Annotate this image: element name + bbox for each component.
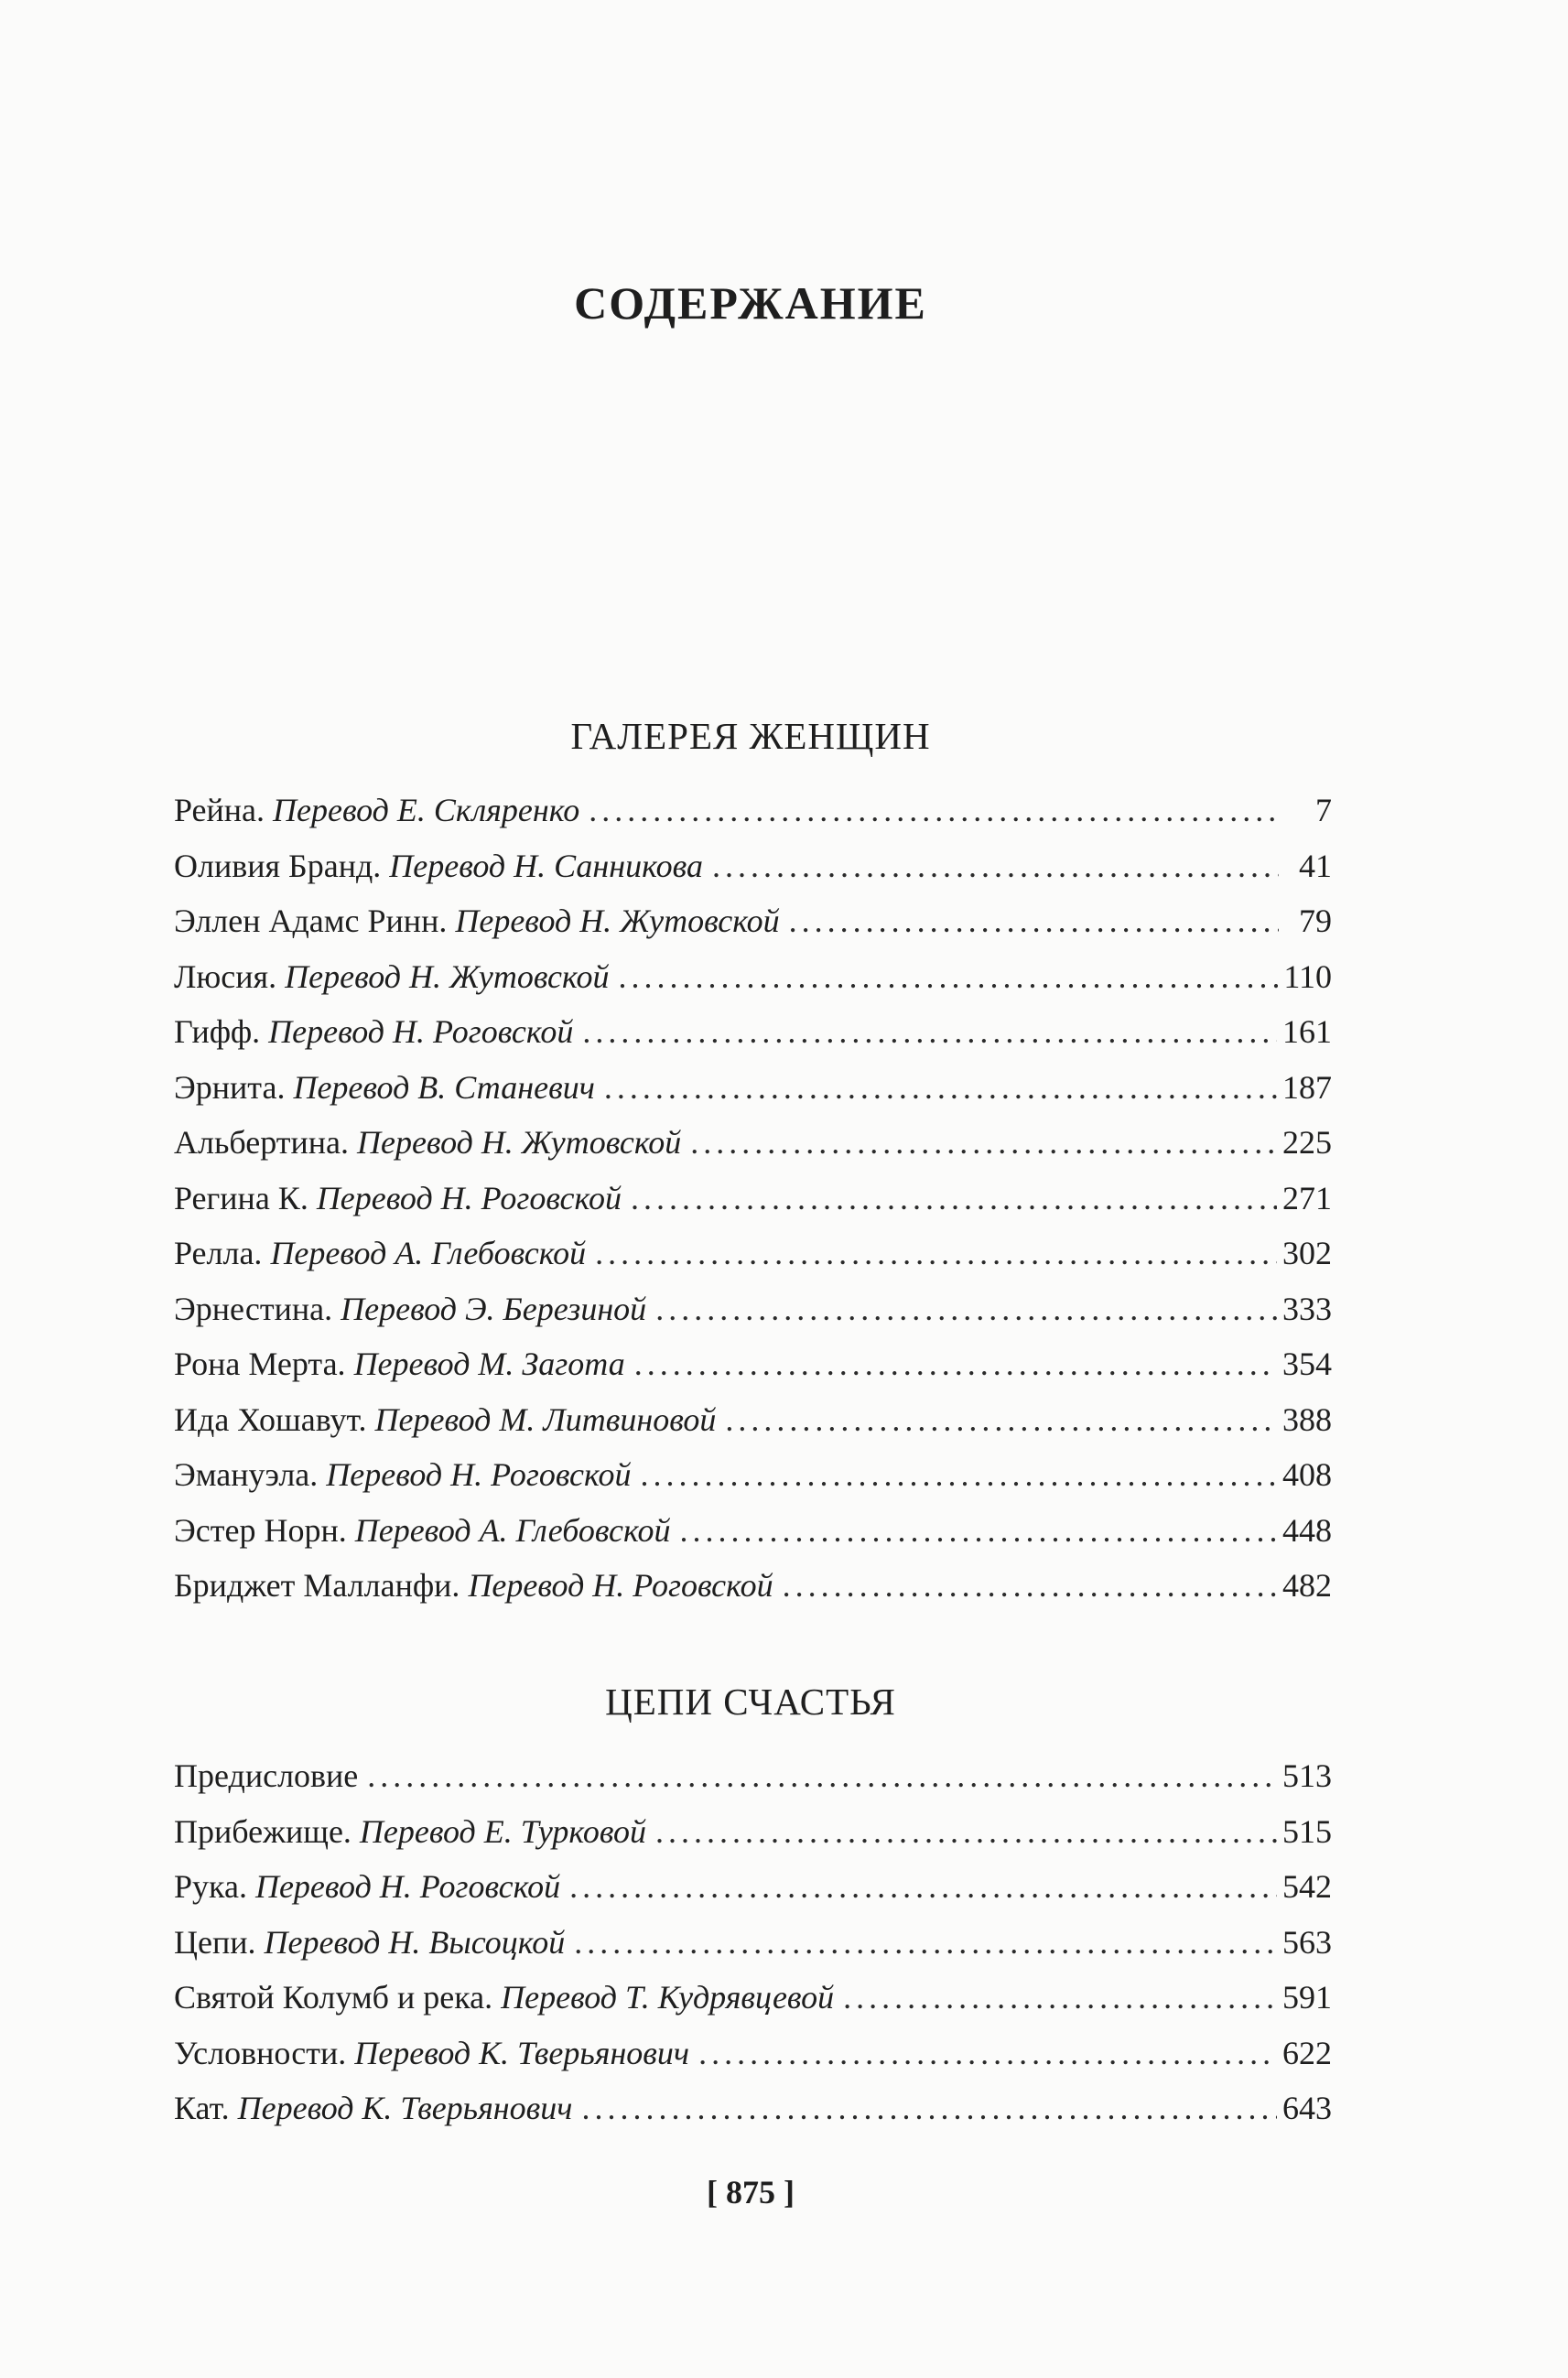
dot-leader <box>582 1004 1277 1060</box>
toc-entry[interactable] <box>174 1503 1332 1559</box>
dot-leader <box>634 1336 1277 1392</box>
entry-page-number: 482 <box>1282 1567 1332 1604</box>
entry-translator: Перевод Н. Роговской <box>326 1456 632 1493</box>
entry-page-number: 7 <box>1315 792 1332 828</box>
entry-page-number: 41 <box>1299 847 1332 884</box>
dot-leader <box>589 783 1279 838</box>
entry-title: Предисловие <box>174 1757 359 1794</box>
entry-page-number: 643 <box>1282 2090 1332 2126</box>
entry-translator: Перевод В. Станевич <box>293 1068 595 1106</box>
dot-leader <box>581 2081 1277 2136</box>
entry-translator: Перевод А. Глебовской <box>354 1511 671 1549</box>
toc-entry[interactable] <box>174 1004 1332 1060</box>
entry-title: Альбертина. <box>174 1124 349 1161</box>
entry-translator: Перевод Н. Роговской <box>254 1868 561 1905</box>
entry-page-number: 354 <box>1282 1346 1332 1382</box>
toc-entry[interactable] <box>174 1336 1332 1392</box>
toc-entry[interactable] <box>174 1970 1332 2026</box>
entry-page-number: 225 <box>1282 1124 1332 1161</box>
dot-leader <box>640 1447 1277 1503</box>
dot-leader <box>631 1171 1277 1227</box>
entry-translator: Перевод Е. Скляренко <box>273 792 580 828</box>
entry-page-number: 515 <box>1282 1812 1332 1850</box>
toc-list-gallery <box>174 783 1332 1614</box>
dot-leader <box>843 1970 1277 2026</box>
dot-leader <box>569 1859 1277 1915</box>
toc-entry[interactable] <box>174 1226 1332 1281</box>
dot-leader <box>655 1804 1277 1860</box>
entry-title: Рейна. <box>174 792 265 828</box>
entry-translator: Перевод К. Тверьянович <box>354 2034 690 2071</box>
toc-entry[interactable] <box>174 1804 1332 1860</box>
section-title-gallery: ГАЛЕРЕЯ ЖЕНЩИН <box>570 715 931 757</box>
entry-title: Люсия. <box>174 957 277 995</box>
dot-leader <box>574 1915 1277 1971</box>
page-title: СОДЕРЖАНИЕ <box>574 276 927 329</box>
toc-entry[interactable] <box>174 838 1332 894</box>
entry-translator: Перевод Н. Жутовской <box>356 1124 682 1161</box>
entry-title: Эрнестина. <box>174 1290 333 1327</box>
entry-title: Эстер Норн. <box>174 1511 347 1549</box>
entry-page-number: 271 <box>1282 1179 1332 1216</box>
entry-translator: Перевод Т. Кудрявцевой <box>501 1979 835 2016</box>
toc-entry[interactable] <box>174 1859 1332 1915</box>
entry-page-number: 542 <box>1282 1868 1332 1905</box>
toc-entry[interactable] <box>174 1171 1332 1227</box>
dot-leader <box>604 1060 1277 1116</box>
entry-title: Релла. <box>174 1235 263 1271</box>
entry-translator: Перевод М. Загота <box>353 1346 625 1382</box>
entry-translator: Перевод Н. Роговской <box>268 1013 574 1050</box>
dot-leader <box>655 1281 1277 1337</box>
entry-page-number: 408 <box>1282 1456 1332 1493</box>
dot-leader <box>783 1558 1277 1614</box>
dot-leader <box>712 838 1279 894</box>
toc-entry[interactable] <box>174 2081 1332 2136</box>
entry-title: Ида Хошавут. <box>174 1400 367 1438</box>
toc-entry[interactable] <box>174 783 1332 838</box>
entry-translator: Перевод Н. Высоцкой <box>264 1923 566 1961</box>
toc-entry[interactable] <box>174 893 1332 949</box>
entry-page-number: 161 <box>1282 1013 1332 1050</box>
entry-page-number: 302 <box>1282 1235 1332 1271</box>
entry-title: Условности. <box>174 2034 347 2071</box>
entry-page-number: 187 <box>1282 1068 1332 1106</box>
toc-list-chains <box>174 1748 1332 2136</box>
dot-leader <box>690 1115 1277 1171</box>
dot-leader <box>618 949 1278 1005</box>
toc-entry[interactable] <box>174 2026 1332 2081</box>
dot-leader <box>725 1392 1277 1448</box>
entry-translator: Перевод Н. Роговской <box>316 1179 622 1216</box>
entry-title: Кат. <box>174 2090 230 2126</box>
entry-title: Эллен Адамс Ринн. <box>174 903 448 939</box>
entry-title: Рука. <box>174 1868 247 1905</box>
section-title-chains: ЦЕПИ СЧАСТЬЯ <box>605 1681 896 1723</box>
entry-page-number: 79 <box>1299 903 1332 939</box>
entry-page-number: 333 <box>1282 1290 1332 1327</box>
entry-translator: Перевод А. Глебовской <box>270 1235 587 1271</box>
page-number: [ 875 ] <box>707 2174 795 2210</box>
toc-entry[interactable] <box>174 949 1332 1005</box>
entry-page-number: 591 <box>1282 1979 1332 2016</box>
dot-leader <box>595 1226 1277 1281</box>
entry-title: Прибежище. <box>174 1812 351 1850</box>
toc-entry[interactable] <box>174 1115 1332 1171</box>
toc-entry[interactable] <box>174 1281 1332 1337</box>
entry-page-number: 622 <box>1282 2034 1332 2071</box>
entry-title: Оливия Бранд. <box>174 847 382 884</box>
entry-page-number: 513 <box>1282 1757 1332 1794</box>
entry-translator: Перевод Н. Санникова <box>389 847 703 884</box>
toc-entry[interactable] <box>174 1060 1332 1116</box>
toc-entry[interactable] <box>174 1915 1332 1971</box>
dot-leader <box>789 893 1279 949</box>
entry-page-number: 563 <box>1282 1923 1332 1961</box>
entry-translator: Перевод Э. Березиной <box>341 1290 647 1327</box>
dot-leader <box>698 2026 1277 2081</box>
dot-leader <box>367 1748 1277 1804</box>
toc-entry[interactable] <box>174 1558 1332 1614</box>
entry-title: Бриджет Малланфи. <box>174 1567 460 1604</box>
toc-entry[interactable] <box>174 1447 1332 1503</box>
entry-title: Эрнита. <box>174 1068 286 1106</box>
entry-page-number: 110 <box>1283 957 1332 995</box>
entry-translator: Перевод Е. Турковой <box>359 1812 647 1850</box>
entry-title: Гифф. <box>174 1013 261 1050</box>
entry-title: Святой Колумб и река. <box>174 1979 493 2016</box>
entry-translator: Перевод К. Тверьянович <box>237 2090 573 2126</box>
dot-leader <box>679 1503 1277 1559</box>
entry-title: Цепи. <box>174 1923 256 1961</box>
entry-translator: Перевод Н. Роговской <box>468 1567 773 1604</box>
entry-page-number: 388 <box>1282 1400 1332 1438</box>
entry-page-number: 448 <box>1282 1511 1332 1549</box>
entry-title: Регина К. <box>174 1179 308 1216</box>
toc-entry[interactable] <box>174 1392 1332 1448</box>
toc-entry[interactable] <box>174 1748 1332 1804</box>
entry-translator: Перевод Н. Жутовской <box>455 903 780 939</box>
entry-translator: Перевод М. Литвиновой <box>374 1400 717 1438</box>
entry-title: Эмануэла. <box>174 1456 319 1493</box>
entry-title: Рона Мерта. <box>174 1346 346 1382</box>
entry-translator: Перевод Н. Жутовской <box>285 957 610 995</box>
